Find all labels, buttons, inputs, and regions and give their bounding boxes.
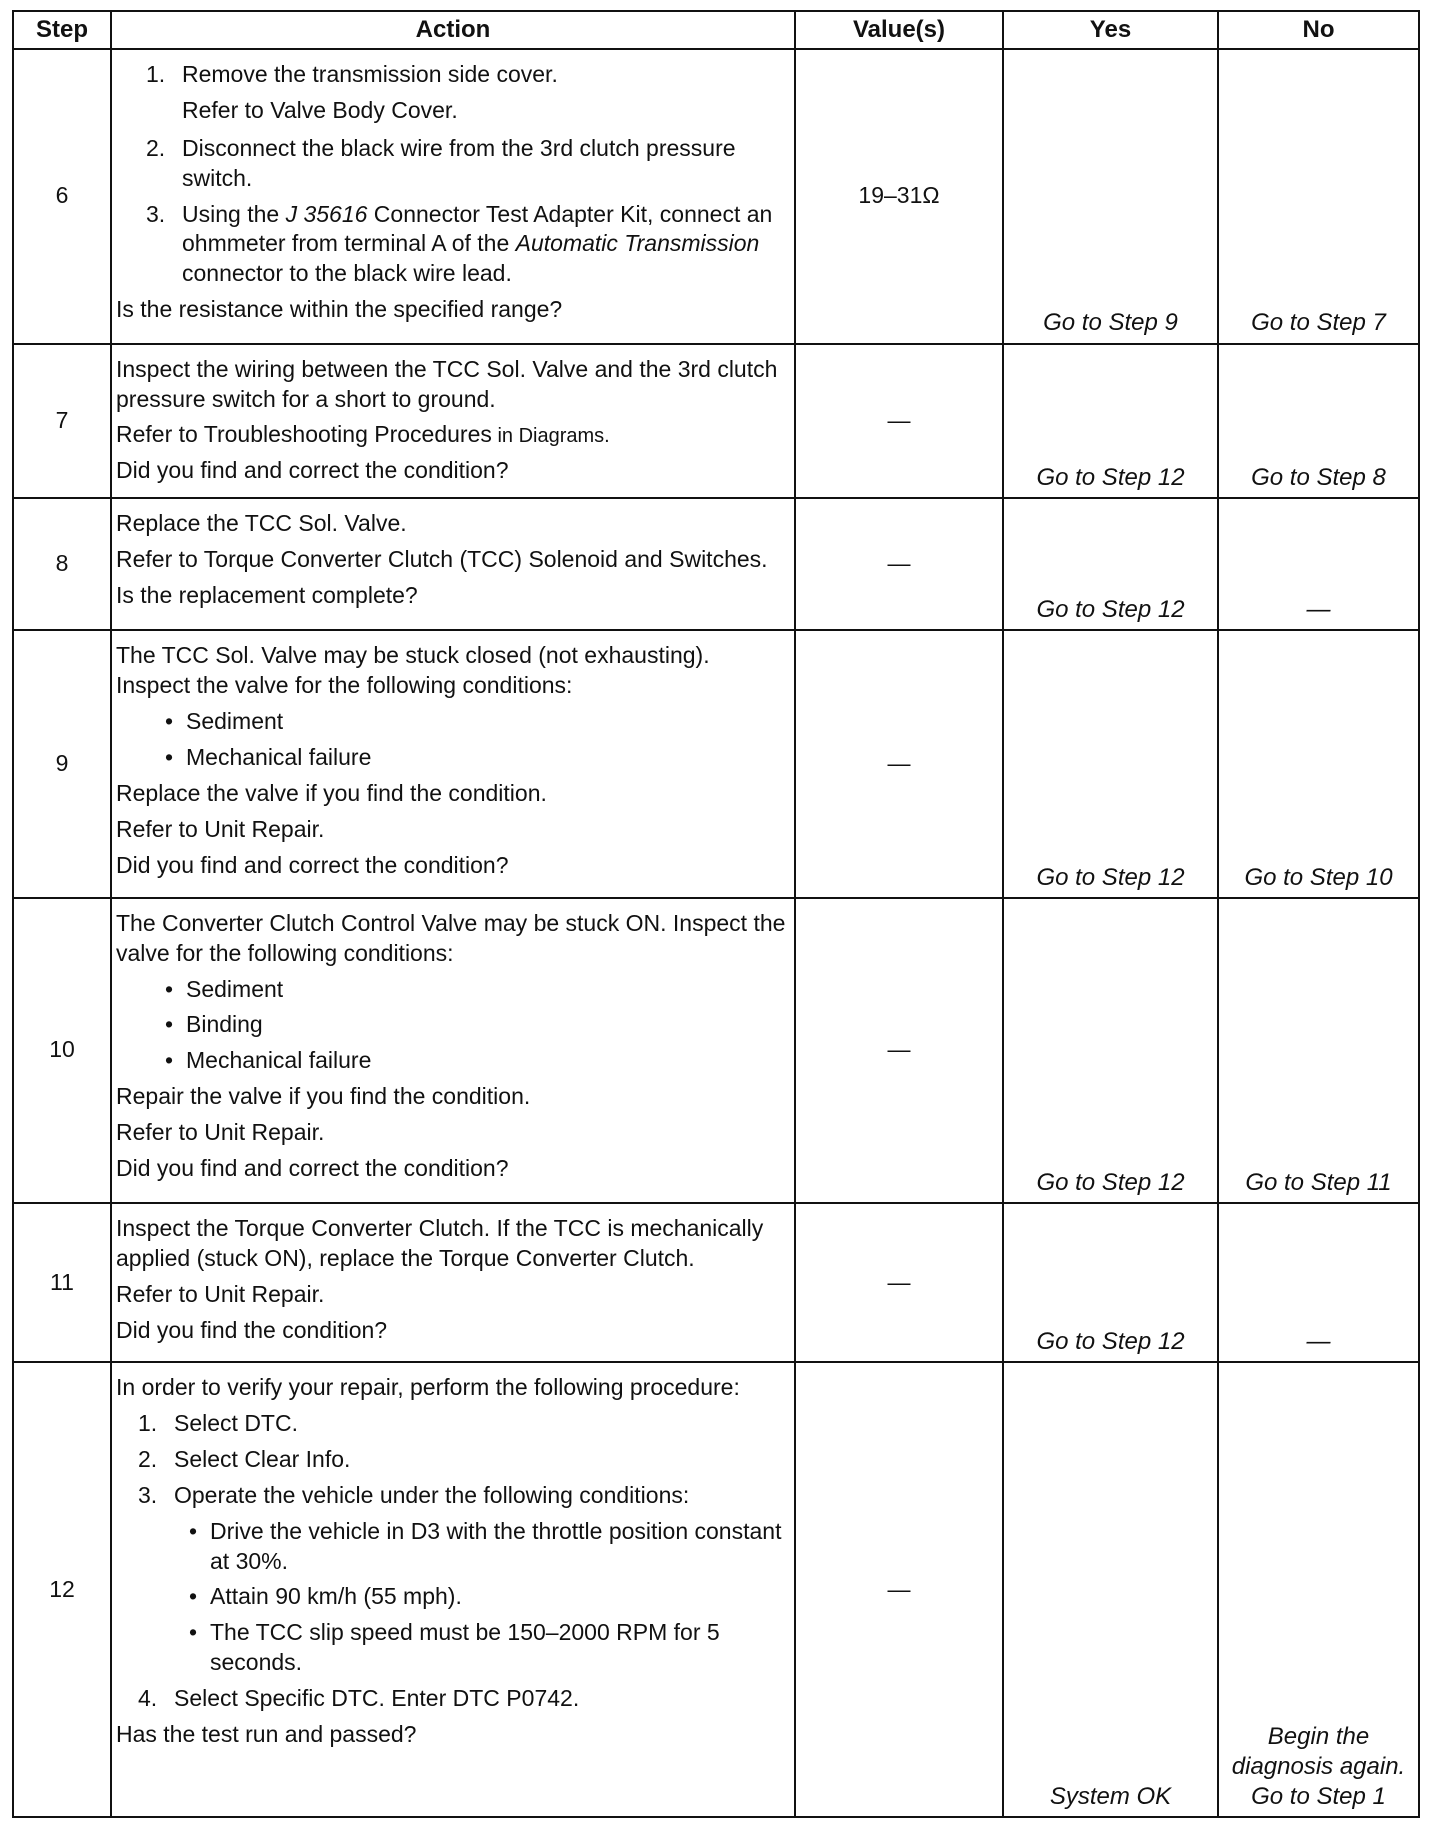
action-reference: Refer to Unit Repair. (116, 1280, 325, 1307)
condition-item: Drive the vehicle in D3 with the throttle position constant at 30%. (210, 1517, 782, 1574)
action-question: Did you find and correct the condition? (116, 457, 509, 484)
step-number: 6 (13, 49, 111, 344)
action-reference: Refer to Valve Body Cover. (182, 96, 458, 123)
value-cell: 19–31Ω (795, 49, 1003, 344)
action-reference (116, 420, 788, 450)
value-cell: — (795, 344, 1003, 499)
bullet: • (164, 1047, 174, 1074)
action-instruction: Disconnect the black wire from the 3rd clutch pressure switch. (182, 134, 736, 191)
bullet: • (188, 1619, 198, 1646)
step-number: 12 (13, 1362, 111, 1817)
no-cell (1218, 1362, 1419, 1817)
action-cell (111, 344, 795, 499)
text-run: Connector Test Adapter Kit, connect an ohmmeter from terminal A of the (182, 200, 773, 257)
yes-cell: Go to Step 9 (1003, 49, 1218, 344)
action-reference: Refer to Unit Repair. (116, 815, 325, 842)
action-question: Did you find the condition? (116, 1316, 388, 1343)
action-reference: Refer to Torque Converter Clutch (TCC) Solenoid and Switches. (116, 546, 768, 573)
text-run: Refer to Troubleshooting Procedures (116, 421, 492, 448)
yes-cell: System OK (1003, 1362, 1218, 1817)
tool-name: J 35616 (285, 200, 368, 227)
condition-item: Sediment (186, 708, 284, 735)
table-row (13, 1203, 1419, 1362)
value-cell: — (795, 630, 1003, 897)
diagnostic-table (12, 10, 1420, 1818)
procedure-step: Select DTC. (174, 1410, 298, 1437)
list-number: 2. (138, 1445, 158, 1472)
action-text: Repair the valve if you find the condition. (116, 1083, 531, 1110)
text-run: in Diagrams. (491, 425, 610, 448)
no-cell-line: Begin the (1267, 1723, 1370, 1750)
bullet: • (164, 708, 174, 735)
header-action: Action (111, 11, 795, 49)
header-yes: Yes (1003, 11, 1218, 49)
no-cell-line: Go to Step 1 (1251, 1783, 1386, 1810)
text-run: connector to the black wire lead. (182, 260, 512, 287)
action-text: Replace the valve if you find the condition. (116, 779, 547, 806)
procedure-step: Operate the vehicle under the following conditions: (174, 1481, 690, 1508)
action-instruction (182, 200, 788, 290)
no-cell: — (1218, 498, 1419, 630)
condition-item: Binding (186, 1011, 263, 1038)
table-row (13, 1362, 1419, 1817)
action-text: Inspect the wiring between the TCC Sol. Valve and the 3rd clutch pressure switch for a short to ground. (116, 355, 778, 412)
table-row (13, 49, 1419, 344)
step-number: 8 (13, 498, 111, 630)
yes-cell: Go to Step 12 (1003, 498, 1218, 630)
step-number: 9 (13, 630, 111, 897)
table-row (13, 498, 1419, 630)
bullet: • (188, 1517, 198, 1544)
connector-name: Automatic Transmission (515, 230, 760, 257)
yes-cell: Go to Step 12 (1003, 898, 1218, 1203)
action-question: Did you find and correct the condition? (116, 851, 509, 878)
list-number: 1. (138, 1410, 158, 1437)
action-question: Did you find and correct the condition? (116, 1154, 509, 1181)
condition-item: The TCC slip speed must be 150–2000 RPM for 5 seconds. (210, 1619, 720, 1676)
value-cell: — (795, 498, 1003, 630)
action-text: Inspect the Torque Converter Clutch. If the TCC is mechanically applied (stuck ON), replace the Torque Converter Clutch. (116, 1214, 764, 1271)
action-question: Is the replacement complete? (116, 582, 418, 609)
action-text: Replace the TCC Sol. Valve. (116, 510, 407, 537)
header-values: Value(s) (795, 11, 1003, 49)
step-number: 7 (13, 344, 111, 499)
no-cell-line: diagnosis again. (1231, 1753, 1406, 1780)
bullet: • (164, 975, 174, 1002)
no-cell: Go to Step 7 (1218, 49, 1419, 344)
no-cell: Go to Step 8 (1218, 344, 1419, 499)
procedure-step: Select Clear Info. (174, 1445, 351, 1472)
list-number: 4. (138, 1685, 158, 1712)
action-cell (111, 1203, 795, 1362)
step-number: 10 (13, 898, 111, 1203)
action-instruction: Remove the transmission side cover. (182, 61, 558, 87)
no-cell: — (1218, 1203, 1419, 1362)
yes-cell: Go to Step 12 (1003, 630, 1218, 897)
text-run: Using the (182, 200, 286, 227)
header-step: Step (13, 11, 111, 49)
yes-cell: Go to Step 12 (1003, 1203, 1218, 1362)
action-cell (111, 49, 795, 344)
action-text: The TCC Sol. Valve may be stuck closed (not exhausting). Inspect the valve for the following conditions: (116, 642, 710, 699)
action-cell (111, 498, 795, 630)
no-cell: Go to Step 10 (1218, 630, 1419, 897)
table-row (13, 898, 1419, 1203)
yes-cell: Go to Step 12 (1003, 344, 1218, 499)
action-text: In order to verify your repair, perform the following procedure: (116, 1374, 740, 1401)
action-reference: Refer to Unit Repair. (116, 1119, 325, 1146)
list-number: 2. (146, 134, 166, 161)
header-row (13, 11, 1419, 49)
condition-item: Sediment (186, 975, 284, 1002)
bullet: • (164, 743, 174, 770)
action-question: Has the test run and passed? (116, 1721, 417, 1748)
step-number: 11 (13, 1203, 111, 1362)
header-no: No (1218, 11, 1419, 49)
list-number: 3. (146, 200, 166, 227)
action-question: Is the resistance within the specified range? (116, 296, 563, 323)
bullet: • (164, 1011, 174, 1038)
table-row (13, 344, 1419, 499)
table-row (13, 630, 1419, 897)
action-cell (111, 898, 795, 1203)
condition-item: Mechanical failure (186, 1047, 372, 1074)
action-text: The Converter Clutch Control Valve may be stuck ON. Inspect the valve for the following conditions: (116, 909, 786, 966)
list-number: 3. (138, 1481, 158, 1508)
action-cell (111, 1362, 795, 1817)
value-cell: — (795, 1362, 1003, 1817)
bullet: • (188, 1583, 198, 1610)
no-cell: Go to Step 11 (1218, 898, 1419, 1203)
procedure-step: Select Specific DTC. Enter DTC P0742. (174, 1685, 580, 1712)
value-cell: — (795, 1203, 1003, 1362)
list-number: 1. (146, 61, 166, 87)
condition-item: Attain 90 km/h (55 mph). (210, 1583, 462, 1610)
action-cell (111, 630, 795, 897)
value-cell: — (795, 898, 1003, 1203)
condition-item: Mechanical failure (186, 743, 372, 770)
